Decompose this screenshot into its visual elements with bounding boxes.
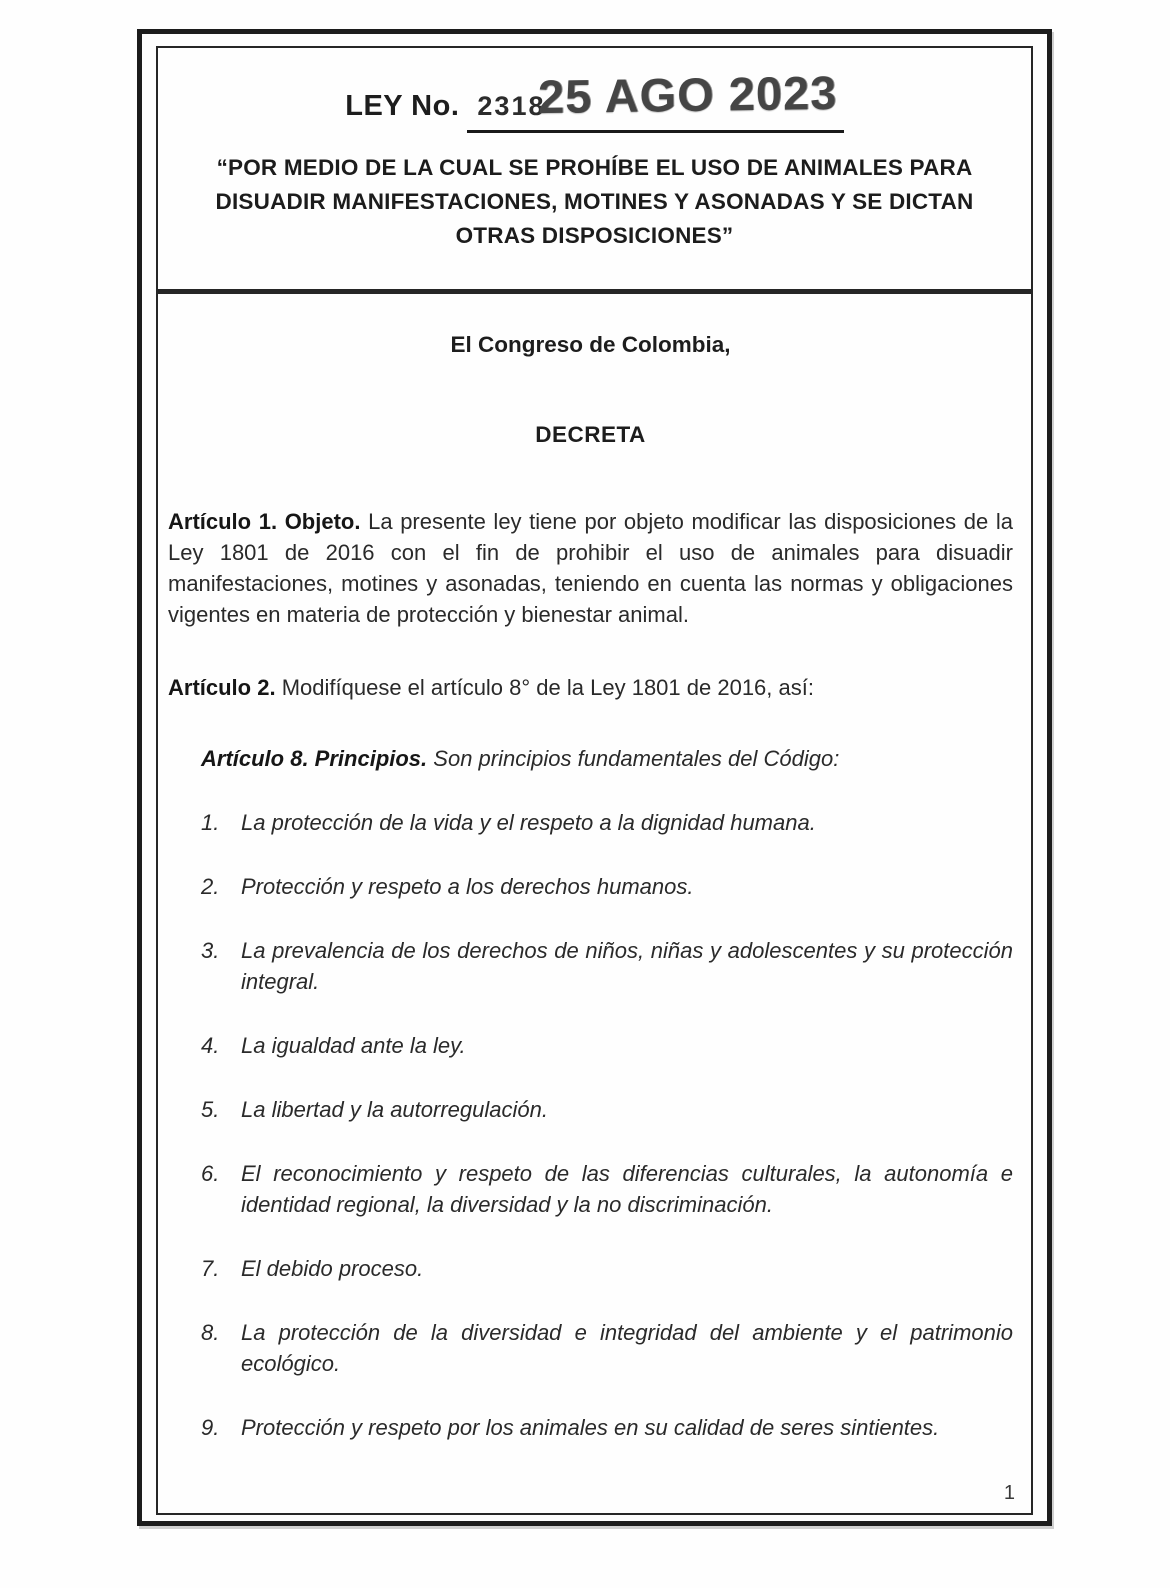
- law-title-line-1: “POR MEDIO DE LA CUAL SE PROHÍBE EL USO DE ANIMALES PARA: [216, 155, 973, 180]
- principle-text: Protección y respeto a los derechos humanos.: [241, 874, 694, 899]
- law-title: [158, 151, 1031, 253]
- page-outer-border: [137, 29, 1052, 1526]
- law-title-line-2: DISUADIR MANIFESTACIONES, MOTINES Y ASONADAS Y SE DICTAN: [215, 189, 974, 214]
- law-number-row: [158, 65, 1031, 133]
- principle-number: 3.: [201, 938, 220, 963]
- article-2-paragraph: [168, 672, 1013, 703]
- article-1-text: La presente ley tiene por objeto modificar las disposiciones de la Ley 1801 de 2016 con el fin de prohibir el uso de animales para disuadir manifestaciones, motines y asonadas, teniendo en cuenta las normas y obligaciones vigentes en materia de protección y bienestar animal.: [168, 509, 1013, 627]
- article-8-text: Son principios fundamentales del Código:: [433, 746, 840, 771]
- law-label: LEY No.: [345, 90, 460, 122]
- principle-item: [168, 871, 1013, 902]
- law-header-box: [156, 46, 1033, 291]
- article-8-label: Artículo 8. Principios.: [201, 746, 428, 771]
- principle-text: El debido proceso.: [241, 1256, 424, 1281]
- article-2-text: Modifíquese el artículo 8° de la Ley 1801 de 2016, así:: [281, 675, 814, 700]
- principle-item: [168, 1158, 1013, 1220]
- principle-number: 2.: [201, 874, 220, 899]
- principles-list: [168, 807, 1013, 1443]
- law-number-underline: [467, 65, 843, 133]
- article-8-paragraph: [168, 743, 1013, 774]
- principle-number: 5.: [201, 1097, 220, 1122]
- date-stamp: 25 AGO 2023: [538, 65, 839, 124]
- congress-heading: El Congreso de Colombia,: [450, 332, 731, 357]
- principle-text: La igualdad ante la ley.: [241, 1033, 466, 1058]
- principle-item: [168, 1317, 1013, 1379]
- principle-text: La protección de la vida y el respeto a la dignidad humana.: [241, 810, 816, 835]
- principle-item: [168, 807, 1013, 838]
- principle-number: 7.: [201, 1256, 220, 1281]
- article-1-paragraph: [168, 506, 1013, 630]
- principle-text: Protección y respeto por los animales en su calidad de seres sintientes.: [241, 1415, 940, 1440]
- principle-item: [168, 1030, 1013, 1061]
- principle-number: 1.: [201, 810, 220, 835]
- principle-item: [168, 1412, 1013, 1443]
- law-body-box: [156, 291, 1033, 1515]
- principle-number: 4.: [201, 1033, 220, 1058]
- principle-number: 6.: [201, 1161, 220, 1186]
- principle-item: [168, 1253, 1013, 1284]
- principle-number: 8.: [201, 1320, 220, 1345]
- principle-text: La prevalencia de los derechos de niños, niñas y adolescentes y su protección integral.: [241, 938, 1013, 994]
- article-2-label: Artículo 2.: [168, 675, 276, 700]
- law-title-line-3: OTRAS DISPOSICIONES”: [455, 223, 734, 248]
- principle-text: La protección de la diversidad e integridad del ambiente y el patrimonio ecológico.: [241, 1320, 1013, 1376]
- article-1-label: Artículo 1. Objeto.: [168, 509, 361, 534]
- page-number: 1: [1003, 1482, 1015, 1504]
- principle-text: El reconocimiento y respeto de las diferencias culturales, la autonomía e identidad regional, la diversidad y la no discriminación.: [241, 1161, 1013, 1217]
- law-number: 2318: [477, 91, 546, 121]
- principle-item: [168, 935, 1013, 997]
- decreta-heading: DECRETA: [535, 422, 646, 447]
- principle-text: La libertad y la autorregulación.: [241, 1097, 548, 1122]
- principle-item: [168, 1094, 1013, 1125]
- principle-number: 9.: [201, 1415, 220, 1440]
